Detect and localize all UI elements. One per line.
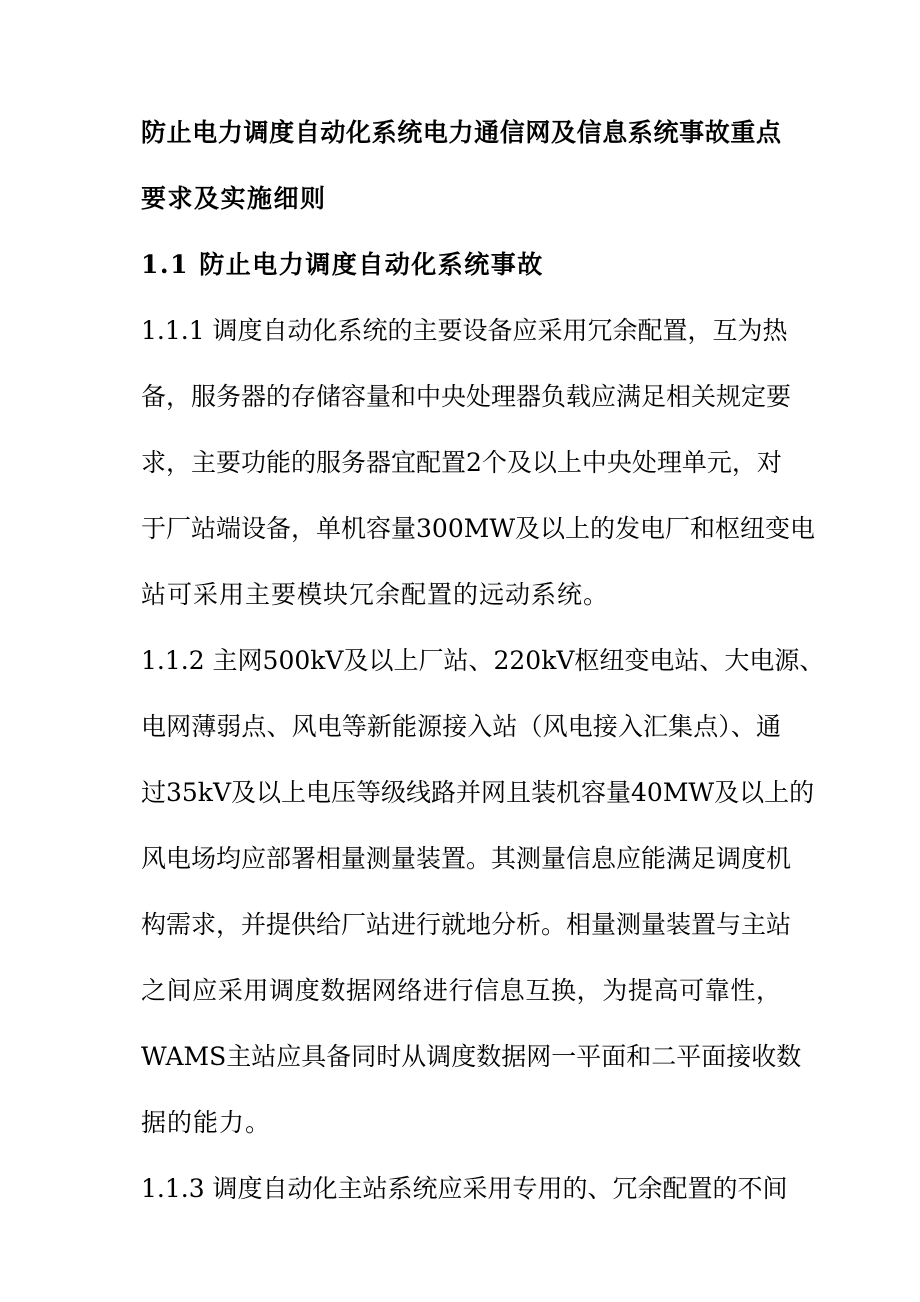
paragraph-line: 构需求，并提供给厂站进行就地分析。相量测量装置与主站 <box>141 910 792 939</box>
paragraph-line: 1.1.2 主网500kV及以上厂站、220kV枢纽变电站、大电源、 <box>141 646 825 675</box>
paragraph-1-1-3 <box>141 1159 788 1225</box>
paragraph-line: 据的能力。 <box>141 1108 272 1137</box>
paragraph-line: 1.1.3 调度自动化主站系统应采用专用的、冗余配置的不间 <box>141 1174 788 1203</box>
paragraph-1-1-2 <box>141 631 825 1159</box>
paragraph-line: 风电场均应部署相量测量装置。其测量信息应能满足调度机 <box>141 844 792 873</box>
title-line-1: 防止电力调度自动化系统电力通信网及信息系统事故重点 <box>141 118 781 147</box>
paragraph-line: WAMS主站应具备同时从调度数据网一平面和二平面接收数 <box>141 1042 802 1071</box>
document-title <box>141 103 781 235</box>
paragraph-line: 1.1.1 调度自动化系统的主要设备应采用冗余配置，互为热 <box>141 316 788 345</box>
paragraph-line: 求，主要功能的服务器宜配置2个及以上中央处理单元，对 <box>141 448 782 477</box>
paragraph-line: 电网薄弱点、风电等新能源接入站（风电接入汇集点）、通 <box>141 712 781 741</box>
paragraph-line: 备，服务器的存储容量和中央处理器负载应满足相关规定要 <box>141 382 792 411</box>
paragraph-line: 之间应采用调度数据网络进行信息互换，为提高可靠性， <box>141 976 781 1005</box>
paragraph-line: 过35kV及以上电压等级线路并网且装机容量40MW及以上的 <box>141 778 815 807</box>
paragraph-1-1-1 <box>141 301 816 631</box>
document-page <box>141 103 825 1225</box>
title-line-2: 要求及实施细则 <box>141 184 327 213</box>
paragraph-line: 站可采用主要模块冗余配置的远动系统。 <box>141 580 610 609</box>
paragraph-line: 于厂站端设备，单机容量300MW及以上的发电厂和枢纽变电 <box>141 514 816 543</box>
section-heading: 1.1 防止电力调度自动化系统事故 <box>141 250 544 279</box>
